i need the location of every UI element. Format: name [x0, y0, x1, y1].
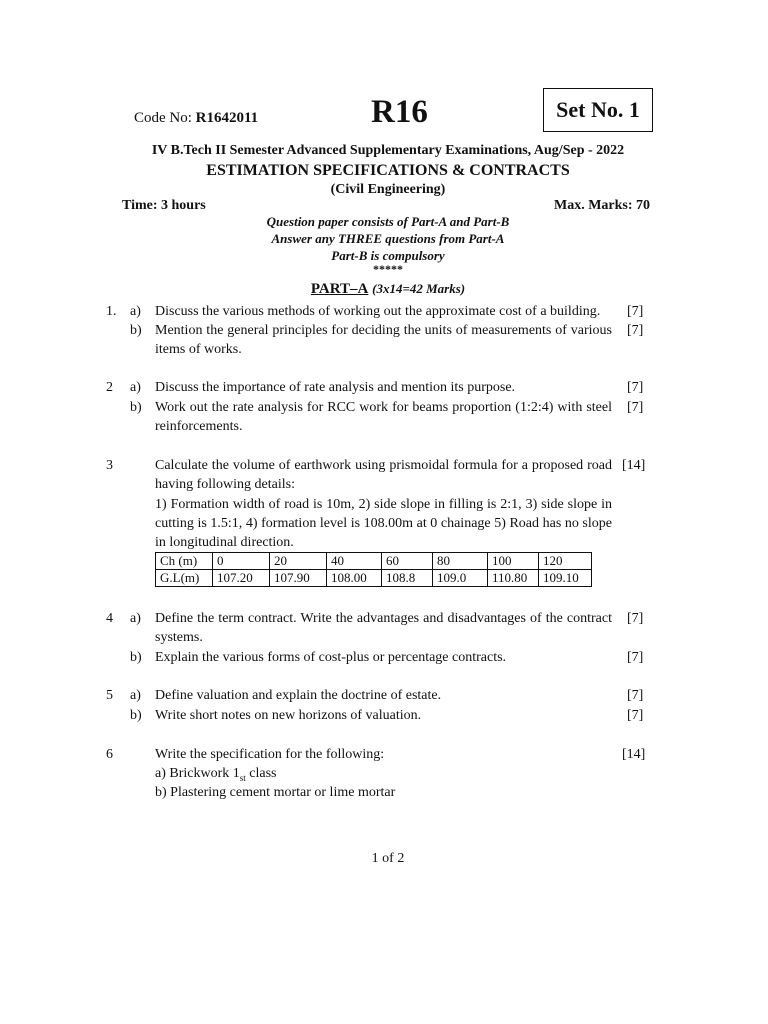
code-number: [134, 110, 258, 127]
q1a-text: Discuss the various methods of working out the approximate cost of a building.: [155, 304, 601, 319]
page-number: 1 of 2: [371, 851, 405, 866]
q5b-marks: [7]: [627, 708, 644, 723]
table-cell: 80: [433, 553, 488, 570]
q1b-marks: [7]: [627, 323, 644, 338]
q2-number: 2: [106, 380, 113, 395]
exam-title: IV B.Tech II Semester Advanced Supplementary Examinations, Aug/Sep - 2022: [151, 143, 625, 158]
q1-number: 1.: [106, 304, 117, 319]
q2a-marks: [7]: [627, 380, 644, 395]
instruction-line-2: Answer any THREE questions from Part-A: [271, 231, 505, 246]
table-cell: 109.0: [433, 570, 488, 587]
q2b-label: b): [130, 400, 142, 415]
table-row: [156, 553, 592, 570]
q5a-label: a): [130, 688, 141, 703]
table-cell: 109.10: [539, 570, 592, 587]
q6a-pre: a) Brickwork 1: [155, 766, 240, 781]
q5b-text: Write short notes on new horizons of valuation.: [155, 708, 422, 723]
q3-marks: [14]: [622, 458, 646, 473]
q4a-text: Define the term contract. Write the advantages and disadvantages of the contract systems.: [155, 611, 612, 645]
code-label: Code No:: [134, 110, 192, 126]
q6-number: 6: [106, 747, 113, 762]
table-cell: 108.00: [327, 570, 382, 587]
q3-text: Calculate the volume of earthwork using prismoidal formula for a proposed road having following details:: [155, 458, 612, 492]
instruction-line-1: Question paper consists of Part-A and Part-B: [266, 214, 510, 229]
table-cell: 20: [270, 553, 327, 570]
table-cell: 100: [488, 553, 539, 570]
regulation: R16: [371, 94, 428, 130]
q6a-post: class: [245, 766, 277, 781]
table-cell: 108.8: [382, 570, 433, 587]
q2a-label: a): [130, 380, 141, 395]
q6-marks: [14]: [622, 747, 646, 762]
table-cell: 120: [539, 553, 592, 570]
separator-stars: *****: [373, 262, 403, 276]
q4-number: 4: [106, 611, 113, 626]
q2b-marks: [7]: [627, 400, 644, 415]
q1b-label: b): [130, 323, 142, 338]
q3-number: 3: [106, 458, 113, 473]
q4b-label: b): [130, 650, 142, 665]
part-a-heading: [0, 281, 768, 298]
q4b-marks: [7]: [627, 650, 644, 665]
q1a-marks: [7]: [627, 304, 644, 319]
q1b-text: Mention the general principles for deciding the units of measurements of various items of works.: [155, 323, 612, 357]
q4b-text: Explain the various forms of cost-plus or percentage contracts.: [155, 650, 507, 665]
table-cell: 107.90: [270, 570, 327, 587]
code-value: R1642011: [195, 110, 259, 126]
chainage-table: [155, 552, 592, 587]
q5a-marks: [7]: [627, 688, 644, 703]
max-marks: Max. Marks: 70: [554, 198, 651, 213]
q2b-text: Work out the rate analysis for RCC work for beams proportion (1:2:4) with steel reinforcements.: [155, 400, 612, 434]
set-number-box: Set No. 1: [543, 88, 653, 132]
q3-details: 1) Formation width of road is 10m, 2) side slope in filling is 2:1, 3) side slope in cutting is 1.5:1, 4) formation level is 108.00m at 0 chainage 5) Road has no slope in longitudinal direction.: [155, 497, 612, 550]
q6b-text: b) Plastering cement mortar or lime mortar: [155, 785, 396, 800]
table-cell: Ch (m): [156, 553, 213, 570]
subject-title: ESTIMATION SPECIFICATIONS & CONTRACTS: [206, 162, 570, 179]
part-a-title: PART–A: [310, 281, 369, 297]
q5a-text: Define valuation and explain the doctrine of estate.: [155, 688, 442, 703]
table-cell: G.L(m): [156, 570, 213, 587]
part-a-marks: (3x14=42 Marks): [372, 281, 466, 296]
table-cell: 110.80: [488, 570, 539, 587]
table-cell: 0: [213, 553, 270, 570]
q6-text: Write the specification for the following:: [155, 747, 385, 762]
q5b-label: b): [130, 708, 142, 723]
q4a-marks: [7]: [627, 611, 644, 626]
exam-time: Time: 3 hours: [122, 198, 206, 213]
branch-name: (Civil Engineering): [330, 182, 446, 197]
q1a-label: a): [130, 304, 141, 319]
table-cell: 60: [382, 553, 433, 570]
table-cell: 40: [327, 553, 382, 570]
table-row: [156, 570, 592, 587]
q6a-sub: st: [239, 772, 246, 783]
table-cell: 107.20: [213, 570, 270, 587]
instruction-line-3: Part-B is compulsory: [331, 248, 445, 263]
q5-number: 5: [106, 688, 113, 703]
q4a-label: a): [130, 611, 141, 626]
q2a-text: Discuss the importance of rate analysis and mention its purpose.: [155, 380, 516, 395]
